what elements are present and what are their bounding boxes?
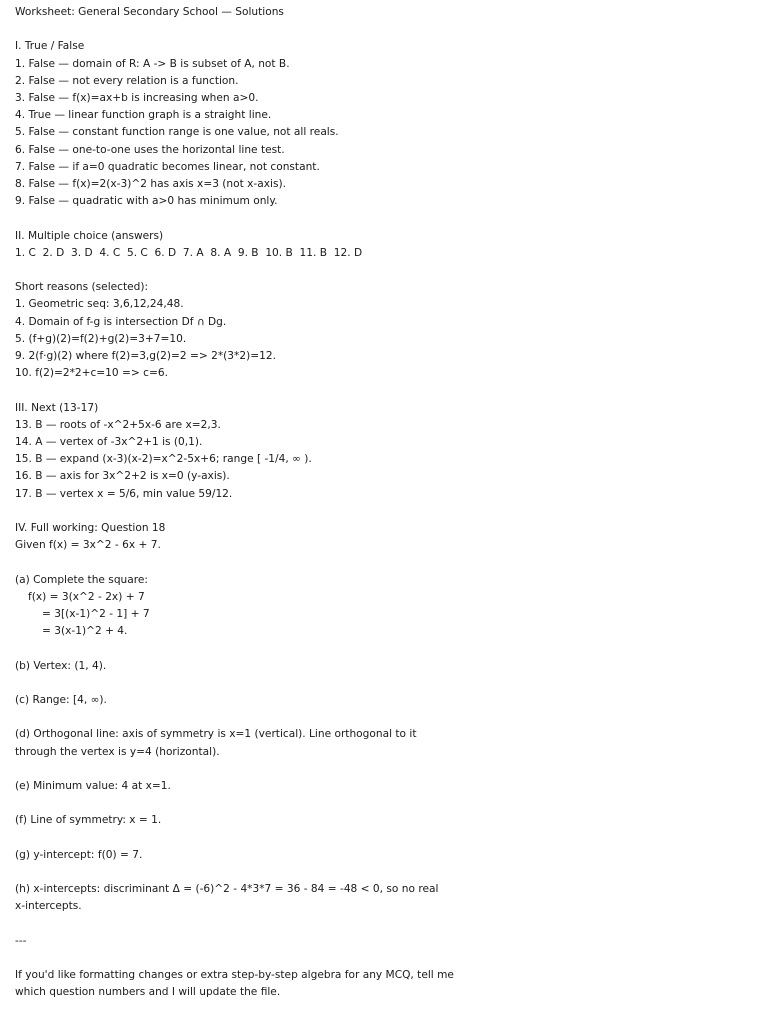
footer-note-continued: which question numbers and I will update the file. [15,986,281,999]
short-reason-item: 1. Geometric seq: 3,6,12,24,48. [15,298,184,311]
multiple-choice-answers: 1. C 2. D 3. D 4. C 5. C 6. D 7. A 8. A 9. B 10. B 11. B 12. D [15,246,363,259]
spacer [15,795,755,812]
spacer [15,950,755,967]
true-false-item: 2. False — not every relation is a function. [15,74,239,87]
part-h-x-intercepts-continued: x-intercepts. [15,900,82,913]
spacer [15,554,755,571]
spacer [15,503,755,520]
spacer [15,21,755,38]
short-reasons-heading: Short reasons (selected): [15,281,149,294]
part-f-symmetry: (f) Line of symmetry: x = 1. [15,814,162,827]
spacer [15,382,755,399]
part-a-step: f(x) = 3(x^2 - 2x) + 7 [28,590,145,603]
part-a-label: (a) Complete the square: [15,573,148,586]
short-reason-item: 4. Domain of f-g is intersection Df ∩ Dg. [15,315,227,328]
true-false-item: 8. False — f(x)=2(x-3)^2 has axis x=3 (not x-axis). [15,178,286,191]
section-full-working-heading: IV. Full working: Question 18 [15,522,166,535]
spacer [15,916,755,933]
spacer [15,761,755,778]
short-reason-item: 9. 2(f·g)(2) where f(2)=3,g(2)=2 => 2*(3*2)=12. [15,350,276,363]
true-false-item: 7. False — if a=0 quadratic becomes linear, not constant. [15,160,320,173]
spacer [15,675,755,692]
spacer [15,864,755,881]
part-d-orthogonal-line: (d) Orthogonal line: axis of symmetry is x=1 (vertical). Line orthogonal to it [15,728,417,741]
true-false-item: 5. False — constant function range is one value, not all reals. [15,126,339,139]
part-e-minimum: (e) Minimum value: 4 at x=1. [15,779,171,792]
spacer [15,640,755,657]
next-item: 17. B — vertex x = 5/6, min value 59/12. [15,487,233,500]
true-false-item: 6. False — one-to-one uses the horizontal line test. [15,143,285,156]
section-next-heading: III. Next (13-17) [15,401,99,414]
short-reason-item: 10. f(2)=2*2+c=10 => c=6. [15,367,168,380]
footer-note: If you'd like formatting changes or extra step-by-step algebra for any MCQ, tell me [15,969,454,982]
section-true-false-heading: I. True / False [15,40,85,53]
next-item: 14. A — vertex of -3x^2+1 is (0,1). [15,436,203,449]
next-item: 16. B — axis for 3x^2+2 is x=0 (y-axis). [15,470,230,483]
spacer [15,262,755,279]
part-h-x-intercepts: (h) x-intercepts: discriminant Δ = (-6)^2 - 4*3*7 = 36 - 84 = -48 < 0, so no real [15,883,439,896]
next-item: 13. B — roots of -x^2+5x-6 are x=2,3. [15,418,221,431]
spacer [15,830,755,847]
given-function: Given f(x) = 3x^2 - 6x + 7. [15,539,161,552]
true-false-item: 1. False — domain of R: A -> B is subset of A, not B. [15,57,290,70]
part-d-orthogonal-line-continued: through the vertex is y=4 (horizontal). [15,745,220,758]
true-false-item: 9. False — quadratic with a>0 has minimum only. [15,195,278,208]
spacer [15,210,755,227]
section-multiple-choice-heading: II. Multiple choice (answers) [15,229,164,242]
part-a-step: = 3[(x-1)^2 - 1] + 7 [42,608,150,621]
part-g-y-intercept: (g) y-intercept: f(0) = 7. [15,848,143,861]
document-title: Worksheet: General Secondary School — Solutions [15,6,284,18]
true-false-item: 3. False — f(x)=ax+b is increasing when a>0. [15,92,259,104]
separator: --- [15,934,27,947]
part-c-range: (c) Range: [4, ∞). [15,694,107,706]
next-item: 15. B — expand (x-3)(x-2)=x^2-5x+6; range [ -1/4, ∞ ). [15,453,312,466]
spacer [15,709,755,726]
part-b-vertex: (b) Vertex: (1, 4). [15,659,107,672]
true-false-item: 4. True — linear function graph is a straight line. [15,109,272,122]
worksheet-document [15,4,755,1002]
short-reason-item: 5. (f+g)(2)=f(2)+g(2)=3+7=10. [15,332,187,345]
part-a-step: = 3(x-1)^2 + 4. [42,625,128,638]
